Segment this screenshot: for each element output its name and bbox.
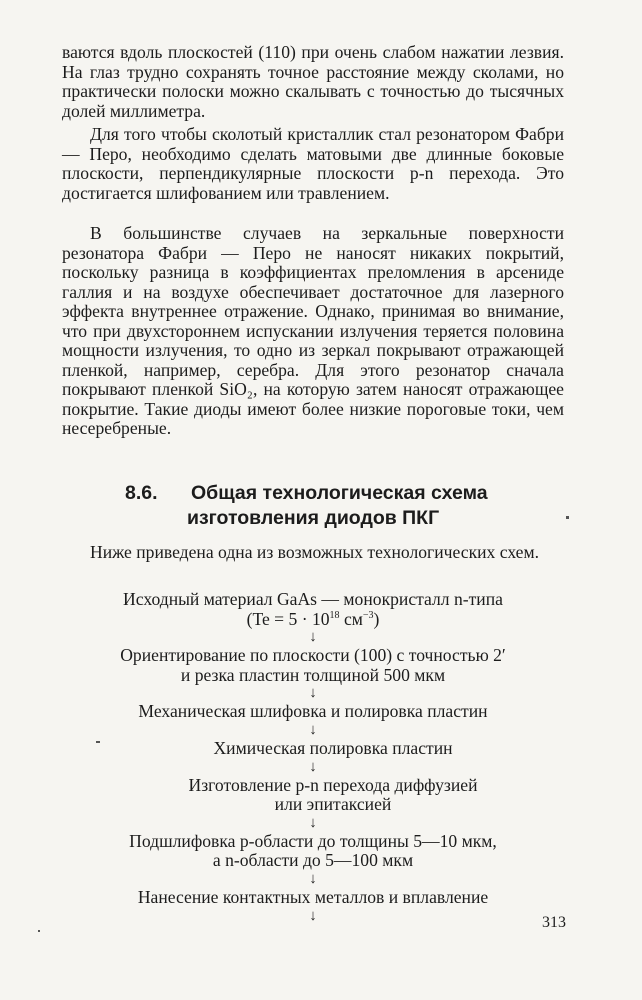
flow-arrow-icon: ↓	[309, 907, 317, 924]
section-title-line-2: изготовления диодов ПКГ	[187, 507, 440, 529]
flow-step-5-line-2: или эпитаксией	[274, 794, 392, 815]
flow-step-6-line-2: а n-области до 5—100 мкм	[212, 850, 414, 871]
flow-step-1-line-2: ($Te = 5 \cdot 10^{18}$ $см^{-3}$)	[246, 608, 380, 629]
paragraph-1	[62, 43, 564, 121]
flow-step-4: Химическая полировка пластин	[213, 737, 453, 758]
paragraph-2-text: Для того чтобы сколотый кристаллик стал резонатором Фабри — Перо, необходимо сделать матовыми две длинные боковые плоскости, перпендикулярные плоскости p-n перехода. Это достигается шлифованием или травлением.	[62, 124, 564, 203]
flow-step-2-line-1: Ориентирование по плоскости (100) с точностью 2′	[120, 645, 506, 666]
flow-arrow-icon: ↓	[309, 758, 317, 775]
flow-step-6-line-1: Подшлифовка p-области до толщины 5—10 мкм,	[129, 830, 497, 851]
flow-arrow-icon: ↓	[309, 721, 317, 738]
flow-arrow-icon: ↓	[309, 629, 317, 646]
flow-step-5-line-1: Изготовление p-n перехода диффузией	[188, 774, 478, 795]
flow-step-2-line-2: и резка пластин толщиной 500 мкм	[180, 664, 446, 685]
section-title-line-1: Общая технологическая схема	[191, 482, 488, 504]
process-flow	[62, 590, 564, 925]
flow-step-7: Нанесение контактных металлов и вплавление	[137, 886, 489, 907]
flow-arrow-icon: ↓	[309, 814, 317, 831]
section-number: 8.6.	[125, 482, 158, 504]
page-number: 313	[542, 914, 566, 931]
paragraph-3	[62, 224, 564, 439]
flow-arrow-icon: ↓	[309, 685, 317, 702]
flow-step-3: Механическая шлифовка и полировка пластин	[138, 701, 488, 722]
paragraph-2	[62, 125, 564, 203]
print-speck	[566, 516, 569, 519]
paragraph-3-text: В большинстве случаев на зеркальные поверхности резонатора Фабри — Перо не наносят никаких покрытий, поскольку разница в коэффициентах преломления в арсениде галлия и на воздухе обеспечивает достаточное для лазерного эффекта внутреннее отражение. Однако, принимая во внимание, что при двухстороннем испускании излучения теряется половина мощности излучения, то одно из зеркал покрывают отражающей пленкой, например, серебра. Для этого резонатор сначала покрывают пленкой SiO₂, на которую затем наносят отражающее покрытие. Такие диоды имеют более низкие пороговые токи, чем несеребреные.	[62, 223, 564, 439]
print-speck	[96, 741, 100, 743]
flow-arrow-icon: ↓	[309, 870, 317, 887]
intro-text: Ниже приведена одна из возможных технологических схем.	[90, 542, 540, 562]
section-heading	[125, 481, 545, 531]
intro-paragraph	[62, 543, 564, 563]
paragraph-1-text: ваются вдоль плоскостей (110) при очень слабом нажатии лезвия. На глаз трудно сохранять точное расстояние между сколами, но практически полоски можно скалывать с точностью до тысячных долей миллиметра.	[62, 42, 564, 121]
print-speck	[38, 930, 40, 932]
flow-step-1-line-1: Исходный материал GaAs — монокристалл n-типа	[123, 589, 503, 609]
